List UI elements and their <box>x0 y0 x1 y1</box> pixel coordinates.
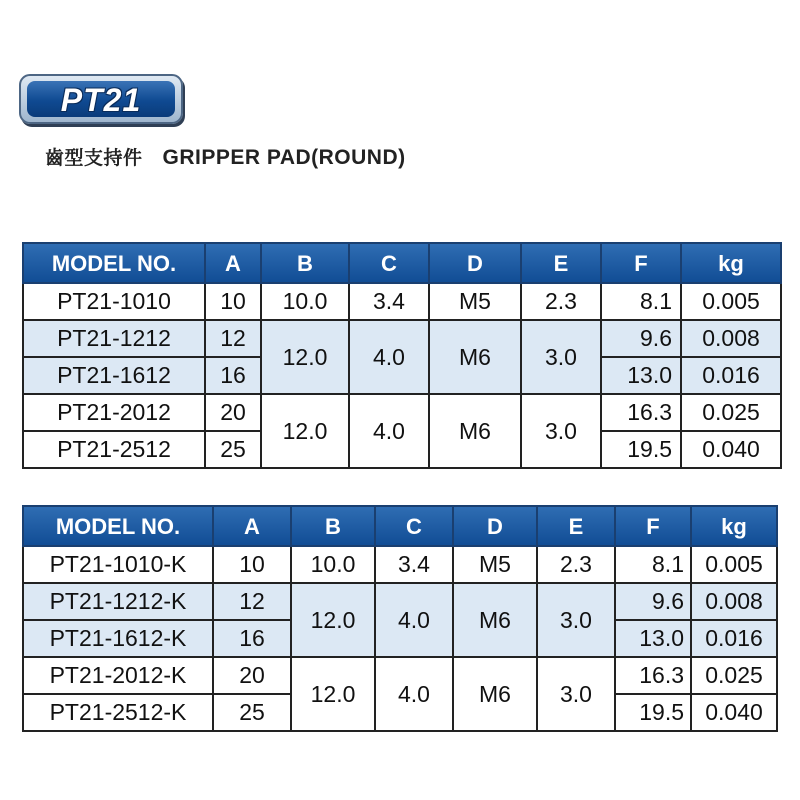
header-model: MODEL NO. <box>23 506 213 546</box>
header-b: B <box>291 506 375 546</box>
spec-table-k-series <box>22 505 778 732</box>
model-cell: PT21-2512 <box>23 431 205 468</box>
model-cell: PT21-2012-K <box>23 657 213 694</box>
kg-cell: 0.040 <box>691 694 777 731</box>
e-merged-cell: 3.0 <box>521 394 601 468</box>
kg-cell: 0.005 <box>681 283 781 320</box>
c-merged-cell: 4.0 <box>375 583 453 657</box>
model-cell: PT21-1010 <box>23 283 205 320</box>
kg-cell: 0.008 <box>691 583 777 620</box>
a-cell: 20 <box>213 657 291 694</box>
e-cell: 2.3 <box>521 283 601 320</box>
table-row <box>23 657 777 694</box>
f-cell: 19.5 <box>601 431 681 468</box>
d-cell: M5 <box>429 283 521 320</box>
b-cell: 10.0 <box>291 546 375 583</box>
table-header-row <box>23 243 781 283</box>
header-kg: kg <box>691 506 777 546</box>
model-cell: PT21-1612-K <box>23 620 213 657</box>
b-merged-cell: 12.0 <box>291 583 375 657</box>
b-cell: 10.0 <box>261 283 349 320</box>
f-cell: 9.6 <box>601 320 681 357</box>
header-a: A <box>205 243 261 283</box>
e-cell: 2.3 <box>537 546 615 583</box>
spec-table-standard <box>22 242 782 469</box>
header-c: C <box>375 506 453 546</box>
f-cell: 16.3 <box>615 657 691 694</box>
c-merged-cell: 4.0 <box>375 657 453 731</box>
table-row <box>23 583 777 620</box>
table-row <box>23 320 781 357</box>
product-subtitle <box>45 143 406 170</box>
model-cell: PT21-1212 <box>23 320 205 357</box>
model-cell: PT21-1212-K <box>23 583 213 620</box>
header-kg: kg <box>681 243 781 283</box>
table-row <box>23 394 781 431</box>
e-merged-cell: 3.0 <box>537 583 615 657</box>
b-merged-cell: 12.0 <box>261 394 349 468</box>
header-a: A <box>213 506 291 546</box>
d-cell: M5 <box>453 546 537 583</box>
header-b: B <box>261 243 349 283</box>
a-cell: 16 <box>205 357 261 394</box>
model-cell: PT21-2512-K <box>23 694 213 731</box>
header-f: F <box>615 506 691 546</box>
b-merged-cell: 12.0 <box>291 657 375 731</box>
header-f: F <box>601 243 681 283</box>
header-e: E <box>521 243 601 283</box>
kg-cell: 0.040 <box>681 431 781 468</box>
header-e: E <box>537 506 615 546</box>
kg-cell: 0.016 <box>691 620 777 657</box>
f-cell: 8.1 <box>601 283 681 320</box>
d-merged-cell: M6 <box>429 320 521 394</box>
d-merged-cell: M6 <box>453 583 537 657</box>
e-merged-cell: 3.0 <box>521 320 601 394</box>
model-cell: PT21-2012 <box>23 394 205 431</box>
a-cell: 25 <box>213 694 291 731</box>
c-merged-cell: 4.0 <box>349 394 429 468</box>
table-row <box>23 546 777 583</box>
header-c: C <box>349 243 429 283</box>
model-cell: PT21-1612 <box>23 357 205 394</box>
header-model: MODEL NO. <box>23 243 205 283</box>
a-cell: 10 <box>213 546 291 583</box>
f-cell: 16.3 <box>601 394 681 431</box>
model-cell: PT21-1010-K <box>23 546 213 583</box>
product-badge <box>19 74 183 124</box>
a-cell: 12 <box>205 320 261 357</box>
a-cell: 20 <box>205 394 261 431</box>
a-cell: 10 <box>205 283 261 320</box>
f-cell: 19.5 <box>615 694 691 731</box>
f-cell: 8.1 <box>615 546 691 583</box>
e-merged-cell: 3.0 <box>537 657 615 731</box>
d-merged-cell: M6 <box>429 394 521 468</box>
c-merged-cell: 4.0 <box>349 320 429 394</box>
badge-inner <box>27 81 175 117</box>
kg-cell: 0.025 <box>681 394 781 431</box>
kg-cell: 0.005 <box>691 546 777 583</box>
badge-title: PT21 <box>60 82 142 118</box>
table-header-row <box>23 506 777 546</box>
c-cell: 3.4 <box>375 546 453 583</box>
f-cell: 13.0 <box>601 357 681 394</box>
header-d: D <box>429 243 521 283</box>
a-cell: 12 <box>213 583 291 620</box>
d-merged-cell: M6 <box>453 657 537 731</box>
kg-cell: 0.008 <box>681 320 781 357</box>
header-d: D <box>453 506 537 546</box>
subtitle-english: GRIPPER PAD(ROUND) <box>162 146 406 169</box>
table-row <box>23 283 781 320</box>
c-cell: 3.4 <box>349 283 429 320</box>
f-cell: 13.0 <box>615 620 691 657</box>
a-cell: 16 <box>213 620 291 657</box>
f-cell: 9.6 <box>615 583 691 620</box>
kg-cell: 0.016 <box>681 357 781 394</box>
b-merged-cell: 12.0 <box>261 320 349 394</box>
subtitle-chinese: 齒型支持件 <box>45 147 143 169</box>
a-cell: 25 <box>205 431 261 468</box>
kg-cell: 0.025 <box>691 657 777 694</box>
